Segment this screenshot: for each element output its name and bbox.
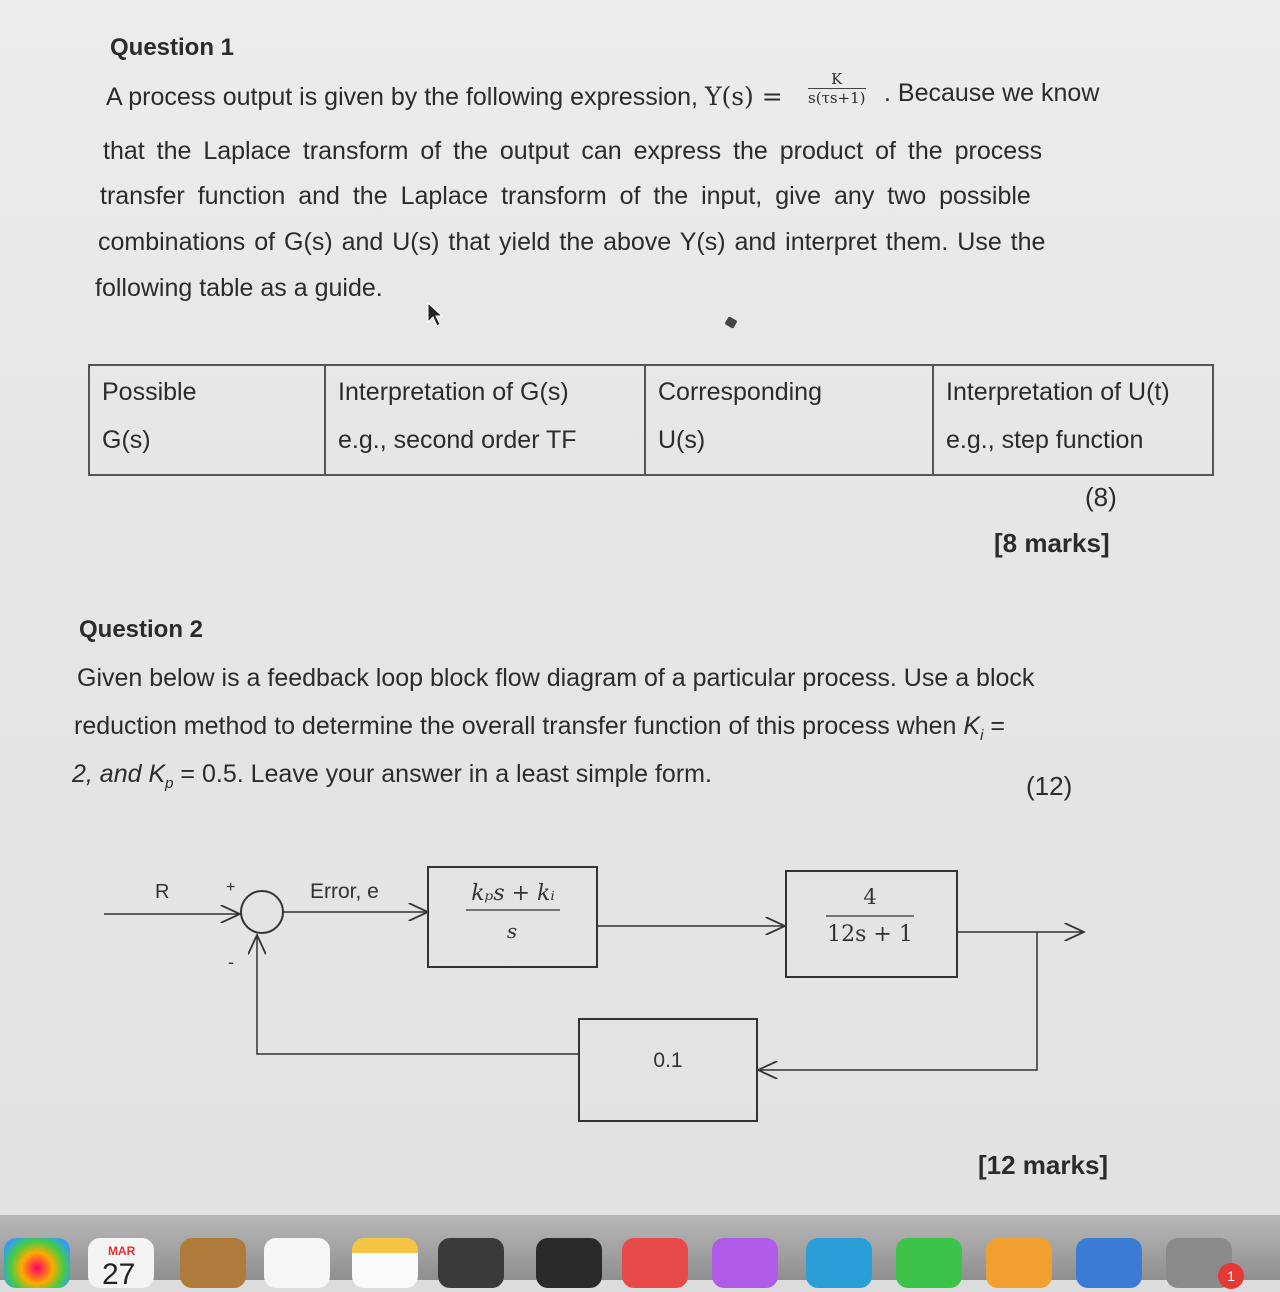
calendar-day: 27 xyxy=(102,1258,136,1291)
q1-points: (8) xyxy=(1085,482,1117,512)
appletv-app-icon[interactable] xyxy=(536,1238,602,1288)
table-cell-interpretation-ut xyxy=(933,365,1213,475)
q2-points: (12) xyxy=(1026,771,1073,801)
table-header-possible: Possible xyxy=(102,378,197,406)
table-cell-interpretation-gs xyxy=(325,365,645,475)
controller-denominator: s xyxy=(506,919,518,943)
q2-line-3-text: = 0.5. Leave your answer in a least simple form. xyxy=(173,760,712,788)
process-denominator: 12s + 1 xyxy=(827,922,913,947)
smudge-mark xyxy=(724,316,737,329)
q1-line-4: combinations of G(s) and U(s) that yield the above Y(s) and interpret them. Use the xyxy=(98,228,1046,256)
q1-line-3: transfer function and the Laplace transform of the input, give any two possible xyxy=(100,182,1031,210)
q2-line-2 xyxy=(74,712,1005,744)
table-header-second-order: e.g., second order TF xyxy=(338,426,577,454)
error-label: Error, e xyxy=(310,880,379,903)
table-cell-corresponding-us xyxy=(645,365,933,475)
q1-line-5: following table as a guide. xyxy=(95,274,383,302)
podcasts-app-icon[interactable] xyxy=(712,1238,778,1288)
q1-line-1-after: . Because we know xyxy=(884,79,1100,107)
table-header-gs: G(s) xyxy=(102,426,151,454)
q2-ki-subscript: i xyxy=(980,727,984,744)
process-numerator: 4 xyxy=(863,885,877,909)
feedback-path-right xyxy=(758,932,1037,1070)
news-app-icon[interactable] xyxy=(622,1238,688,1288)
q2-kp-subscript: p xyxy=(165,775,174,792)
table-header-step: e.g., step function xyxy=(946,426,1144,454)
input-label: R xyxy=(155,881,170,903)
photos-app-icon[interactable] xyxy=(4,1238,70,1288)
numbers-app-icon[interactable] xyxy=(896,1238,962,1288)
mouse-pointer-icon xyxy=(426,302,444,328)
q2-line-3-start: 2, and xyxy=(72,760,149,788)
controller-numerator: kₚs + kᵢ xyxy=(471,881,555,906)
question-1-title: Question 1 xyxy=(110,34,235,61)
q1-line-1-before: A process output is given by the following expression, xyxy=(106,83,705,111)
contacts-app-icon[interactable] xyxy=(180,1238,246,1288)
q2-marks: [12 marks] xyxy=(978,1150,1109,1180)
pages-app-icon[interactable] xyxy=(986,1238,1052,1288)
feedback-path-left xyxy=(257,935,579,1054)
q1-fraction-numerator: K xyxy=(808,70,866,89)
q2-line-2-equals: = xyxy=(983,712,1005,740)
q2-line-3 xyxy=(72,760,712,792)
q2-kp-symbol: K xyxy=(148,760,166,788)
q1-marks: [8 marks] xyxy=(994,528,1110,558)
q2-line-1: Given below is a feedback loop block flow diagram of a particular process. Use a block xyxy=(77,664,1035,692)
guide-table xyxy=(88,364,1214,476)
table-header-interpretation-u: Interpretation of U(t) xyxy=(946,378,1170,406)
table-cell-possible-gs xyxy=(89,365,325,475)
minus-sign: - xyxy=(228,952,234,972)
table-header-interpretation-g: Interpretation of G(s) xyxy=(338,378,569,406)
feedback-gain-label: 0.1 xyxy=(653,1049,683,1072)
q2-ki-symbol: K xyxy=(963,712,981,740)
keynote-app-icon[interactable] xyxy=(1076,1238,1142,1288)
table-header-corresponding: Corresponding xyxy=(658,378,822,406)
question-2-title: Question 2 xyxy=(79,616,204,643)
appstore-app-icon[interactable] xyxy=(806,1238,872,1288)
q2-line-2-text: reduction method to determine the overall transfer function of this process when xyxy=(74,712,964,740)
notes-app-icon[interactable] xyxy=(352,1238,418,1288)
q1-expression-lhs: Y(s) = xyxy=(704,82,783,111)
q1-fraction xyxy=(808,70,866,107)
q1-fraction-denominator: s(τs+1) xyxy=(808,89,866,107)
plus-sign: + xyxy=(226,879,236,896)
q1-line-1 xyxy=(106,82,783,112)
summing-junction xyxy=(241,891,283,933)
calendar-month: MAR xyxy=(108,1244,136,1258)
table-header-us: U(s) xyxy=(658,426,706,454)
block-diagram xyxy=(0,840,1280,1140)
reminders-app-icon[interactable] xyxy=(264,1238,330,1288)
notification-badge: 1 xyxy=(1218,1263,1244,1289)
freeform-app-icon[interactable] xyxy=(438,1238,504,1288)
q1-line-2: that the Laplace transform of the output can express the product of the process xyxy=(103,137,1043,165)
table-row xyxy=(89,365,1213,475)
